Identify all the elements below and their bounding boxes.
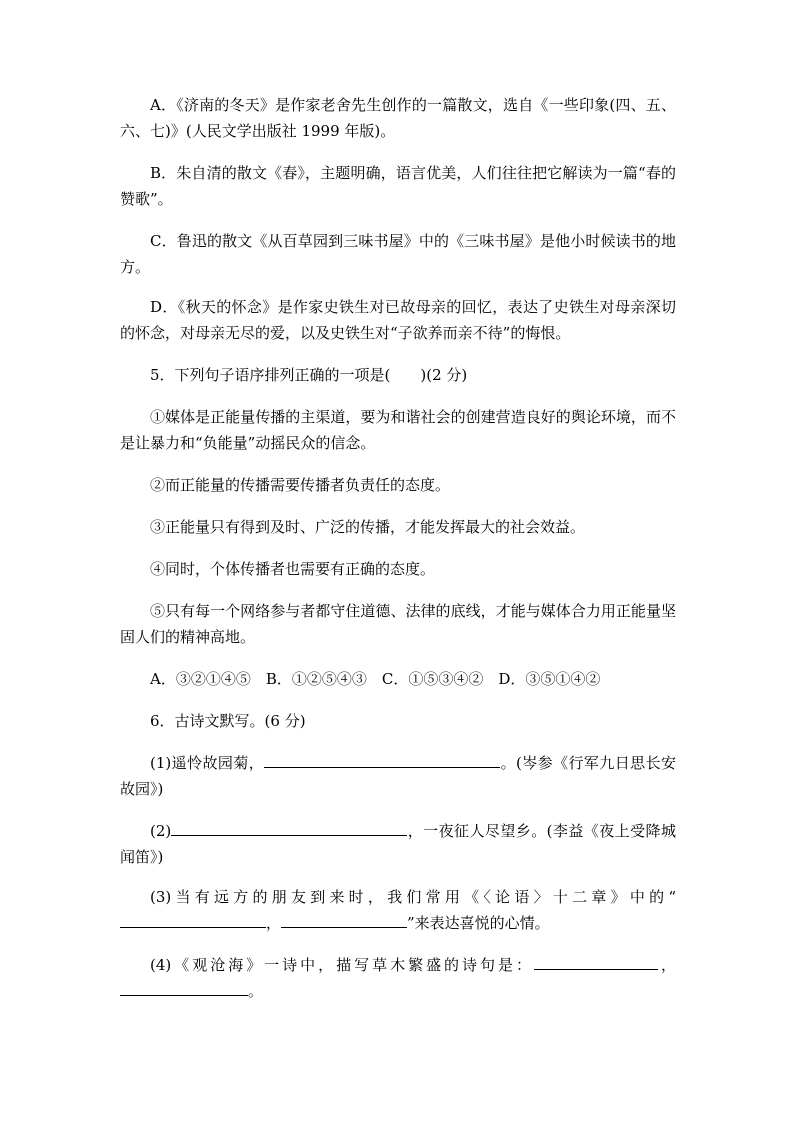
q5-sentence-3: ③正能量只有得到及时、广泛的传播，才能发挥最大的社会效益。 (150, 518, 586, 536)
q5-sentence-5: ⑤只有每一个网络参与者都守住道德、法律的底线，才能与媒体合力用正能量坚固人们的精神高地。 (120, 602, 676, 646)
q6-item-3-mid: ， (266, 914, 282, 932)
q6-item-3 (120, 884, 676, 936)
q6-item-2-before: (2) (150, 822, 172, 840)
q6-stem: 6．古诗文默写。(6 分) (150, 712, 306, 730)
q6-item-1 (120, 750, 676, 802)
q4-option-b: B．朱自清的散文《春》，主题明确，语言优美，人们往往把它解读为一篇“春的赞歌”。 (120, 164, 676, 208)
q5-sentence-1: ①媒体是正能量传播的主渠道，要为和谐社会的创建营造良好的舆论环境，而不是让暴力和“负能量”动摇民众的信念。 (120, 408, 676, 452)
answer-blank[interactable] (264, 750, 500, 768)
q4-option-a: A．《济南的冬天》是作家老舍先生创作的一篇散文，选自《一些印象(四、五、六、七)》(人民文学出版社 1999 年版)。 (120, 96, 676, 140)
q5-stem: 5．下列句子语序排列正确的一项是( )(2 分) (150, 366, 468, 384)
q5-options: A．③②①④⑤ B．①②⑤④③ C．①⑤③④② D．③⑤①④② (150, 670, 601, 688)
q4-option-d: D．《秋天的怀念》是作家史铁生对已故母亲的回忆，表达了史铁生对母亲深切的怀念，对母亲无尽的爱，以及史铁生对“子欲养而亲不待”的悔恨。 (120, 298, 676, 342)
q5-sentence-4: ④同时，个体传播者也需要有正确的态度。 (150, 560, 436, 578)
answer-blank[interactable] (120, 978, 248, 996)
q6-item-2-after: ，一夜征人尽望乡。(李益《夜上受降城闻笛》) (120, 822, 676, 866)
q6-item-1-after: 。(岑参《行军九日思长安故园》) (120, 754, 676, 798)
answer-blank[interactable] (534, 952, 658, 970)
q4-option-c: C．鲁迅的散文《从百草园到三味书屋》中的《三味书屋》是他小时候读书的地方。 (120, 232, 676, 276)
q6-item-4-before: (4)《观沧海》一诗中，描写草木繁盛的诗句是： (150, 956, 534, 974)
answer-blank[interactable] (281, 910, 407, 928)
q6-item-4 (120, 952, 676, 1004)
q6-item-3-after: ”来表达喜悦的心情。 (407, 914, 550, 932)
q6-item-1-before: (1)遥怜故园菊， (150, 754, 265, 772)
answer-blank[interactable] (120, 910, 266, 928)
q6-item-4-after: 。 (248, 982, 264, 1000)
q6-item-2 (120, 818, 676, 870)
q6-item-4-mid: ， (658, 956, 676, 974)
q6-item-3-before: (3)当有远方的朋友到来时，我们常用《〈论语〉十二章》中的“ (150, 888, 676, 906)
q5-sentence-2: ②而正能量的传播需要传播者负责任的态度。 (150, 476, 451, 494)
answer-blank[interactable] (171, 818, 407, 836)
